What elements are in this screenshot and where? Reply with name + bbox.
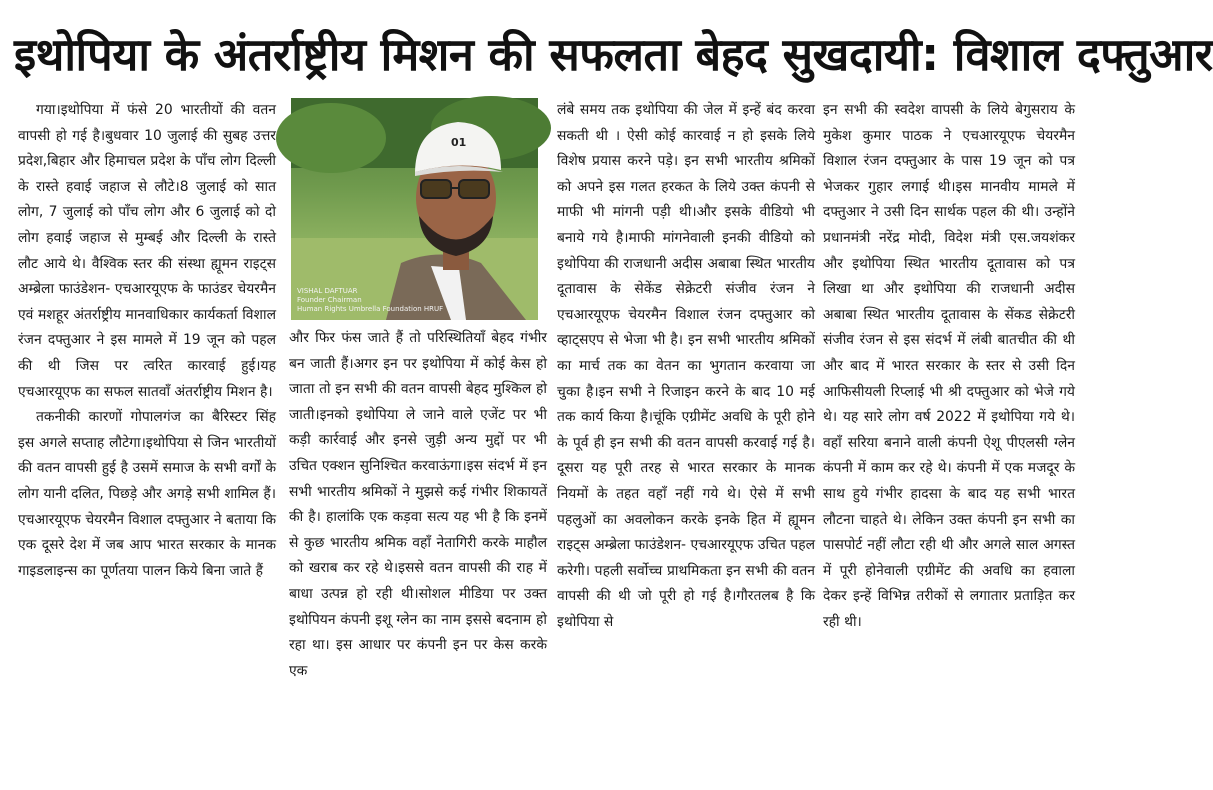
headline: इथोपिया के अंतर्राष्ट्रीय मिशन की सफलता बेहद सुखदायी: विशाल दफ्तुआर <box>14 28 1213 81</box>
caption-org: Human Rights Umbrella Foundation HRUF <box>297 305 444 313</box>
portrait-photo <box>291 98 538 320</box>
paragraph: इन सभी की स्वदेश वापसी के लिये बेगुसराय के मुकेश कुमार पाठक ने एचआरयूएफ चेयरमैन विशाल रंजन दफ्तुआर के पास 19 जून को पत्र भेजकर गुहार लगाई थी।इस मानवीय मामले में दफ्तुआर ने उसी दिन सार्थक पहल की थी। उन्होंने प्रधानमंत्री नरेंद्र मोदी, विदेश मंत्री एस.जयशंकर और इथोपिया स्थित भारतीय दूतावास को पत्र लिखा था और इथोपिया की राजधानी अदीस अबाबा स्थित भारतीय दूतावास के सेंकड सेक्रेटरी संजीव रंजन से इस संदर्भ में लंबी बातचीत की थी और बाद में भारत सरकार के स्तर से उसी दिन आफिसीयली रिप्लाई भी श्री दफ्तुआर को भेजे गये थे। यह सारे लोग वर्ष 2022 में इथोपिया गये थे।वहाँ सरिया बनाने वाली कंपनी ऐशू पीएलसी ग्लेन कंपनी में काम कर रहे थे। कंपनी में एक मजदूर के साथ हुये गंभीर हादसा के बाद यह सभी भारत लौटना चाहते थे। लेकिन उक्त कंपनी इन सभी का पासपोर्ट नहीं लौटा रही थी और अगले साल अगस्त में पूरी होनेवाली एग्रीमेंट की अवधि का हवाला देकर इन्हें विभिन्न तरीकों से लगातार प्रताड़ित कर रही थी। <box>823 102 1075 630</box>
caption-role: Founder Chairman <box>297 296 362 304</box>
paragraph: लंबे समय तक इथोपिया की जेल में इन्हें बंद करवा सकती थी । ऐसी कोई कारवाई न हो इसके लिये विशेष प्रयास करने पड़े। इन सभी भारतीय श्रमिकों को अपने इस गलत हरकत के लिये उक्त कंपनी से माफी भी मांगनी पड़ी थी।और इसके वीडियो भी बनाये गये है।माफी मांगनेवाली इनकी वीडियो को इथोपिया की राजधानी अदीस अबाबा स्थित भारतीय दूतावास के सेकेंड सेक्रेटरी संजीव रंजन ने एचआरयूएफ चेयरमैन विशाल रंजन दफ्तुआर को व्हाट्सएप से भेजा भी है। इन सभी भारतीय श्रमिकों का मार्च तक का वेतन का भुगतान करवाया जा चुका है।इन सभी ने रिजाइन करने के बाद 10 मई तक कार्य किया है।चूंकि एग्रीमेंट अवधि के पूरी होने के पूर्व ही इन सभी की वतन वापसी करवाई गई है।दूसरा यह पूरी तरह से भारत सरकार के मानक नियमों के तहत वहाँ नहीं गये थे। ऐसे में सभी पहलुओं का अवलोकन करके इनके हित में ह्यूमन राइट्स अम्ब्रेला फाउंडेशन- एचआरयूएफ उचित पहल करेगी। पहली सर्वोच्च प्राथमिकता इन सभी की वतन वापसी की थी जो पूरी हो गई है।गौरतलब है कि इथोपिया से <box>557 102 815 630</box>
paragraph: और फिर फंस जाते हैं तो परिस्थितियाँ बेहद गंभीर बन जाती हैं।अगर इन पर इथोपिया में कोई केस हो जाता तो इन सभी की वतन वापसी बेहद मुश्किल हो जाती।इनको इथोपिया ले जाने वाले एजेंट पर भी कड़ी कार्रवाई और इनसे जुड़ी अन्य मुद्दों पर भी उचित एक्शन सुनिश्चित करवाऊंगा।इस संदर्भ में इन सभी भारतीय श्रमिकों ने मुझसे कई गंभीर शिकायतें की है। हालांकि एक कड़वा सत्य यह भी है कि इनमें से कुछ भारतीय श्रमिक वहाँ नेतागिरी करके माहौल को खराब कर रहे थे।इससे वतन वापसी की राह में बाधा उत्पन्न हो रही थी।सोशल मीडिया पर उक्त इथोपियन कंपनी इशू ग्लेन का नाम इससे बदनाम हो रहा था। इस आधार पर कंपनी इन पर केस करके एक <box>289 330 547 679</box>
photo-caption <box>297 287 443 314</box>
article-column-1 <box>18 98 276 784</box>
cap-print: 01 <box>451 136 467 149</box>
paragraph: तकनीकी कारणों गोपालगंज का बैरिस्टर सिंह इस अगले सप्ताह लौटेगा।इथोपिया से जिन भारतीयों की वतन वापसी हुई है उसमें समाज के सभी वर्गों के लोग यानी दलित, पिछड़े और अगड़े सभी शामिल हैं।एचआरयूएफ चेयरमैन विशाल दफ्तुआर ने बताया कि एक दूसरे देश में जब आप भारत सरकार के मानक गाइडलाइन्स का पूर्णतया पालन किये बिना जाते हैं <box>18 409 276 579</box>
paragraph: गया।इथोपिया में फंसे 20 भारतीयों की वतन वापसी हो गई है।बुधवार 10 जुलाई की सुबह उत्तर प्रदेश,बिहार और हिमाचल प्रदेश के पाँच लोग दिल्ली के रास्ते हवाई जहाज से लौटे।8 जुलाई को सात लोग, 7 जुलाई को पाँच लोग और 6 जुलाई को दो लोग हवाई जहाज से मुम्बई और दिल्ली के रास्ते लौट आये थे। वैश्विक स्तर की संस्था ह्यूमन राइट्स अम्ब्रेला फाउंडेशन- एचआरयूएफ के फाउंडर चेयरमैन एवं मशहूर अंतर्राष्ट्रीय मानवाधिकार कार्यकर्ता विशाल रंजन दफ्तुआर ने इस मामले में 19 जून को पहल की थी जिस पर त्वरित कारवाई हुई।यह एचआरयूएफ का सफल सातवाँ अंतर्राष्ट्रीय मिशन है। <box>18 102 276 400</box>
caption-name: VISHAL DAFTUAR <box>297 287 358 295</box>
article-column-4 <box>823 98 1075 784</box>
article-column-3 <box>557 98 815 784</box>
article-column-2 <box>289 326 547 784</box>
